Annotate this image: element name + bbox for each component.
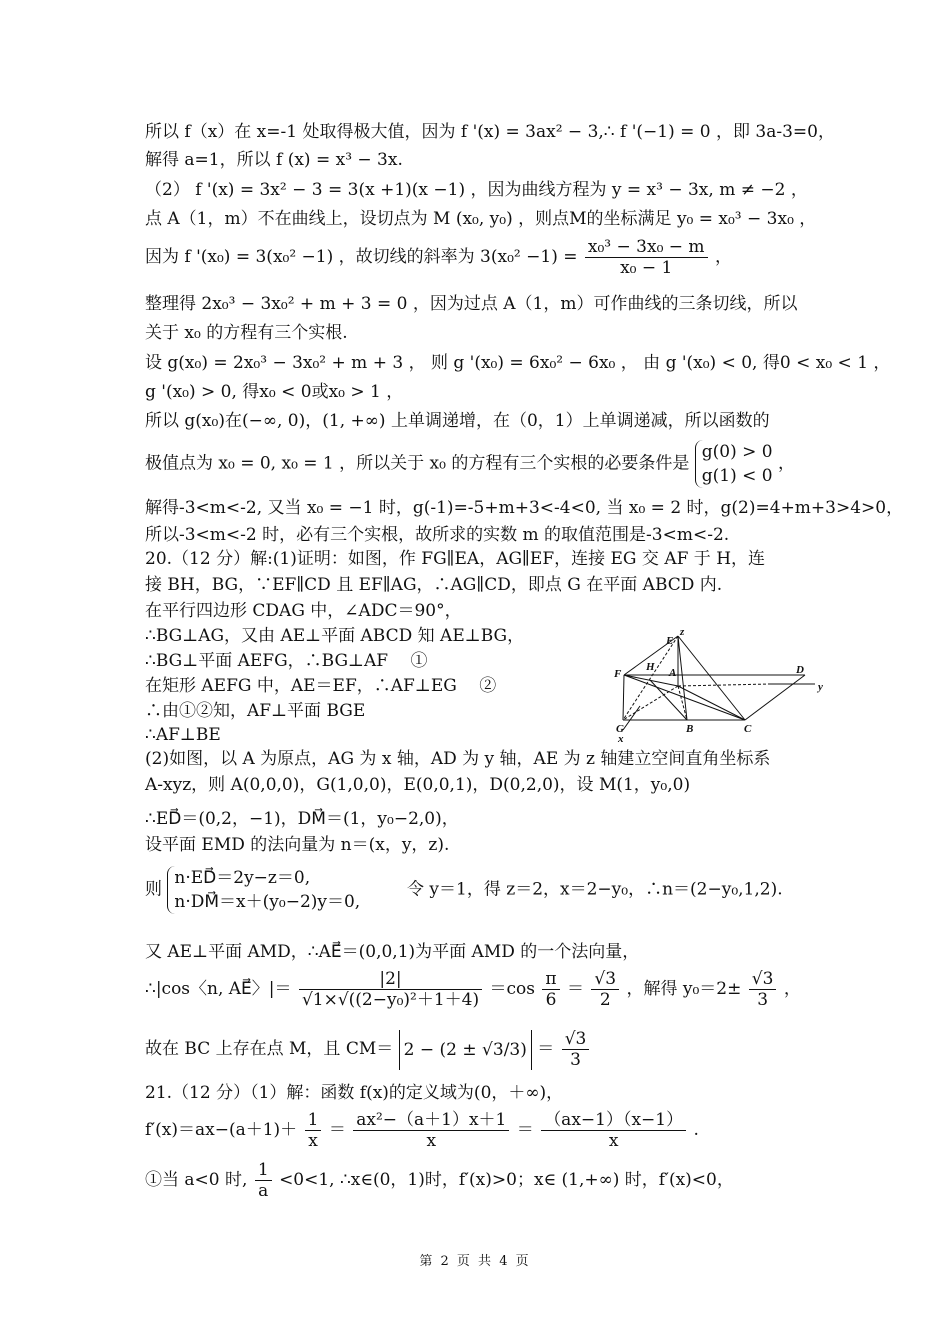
label-A: A	[669, 667, 677, 679]
label-F: F	[614, 668, 622, 680]
one-over-a: $\frac{1}{a}$	[255, 1160, 272, 1201]
line-3: （2） f '(x) = 3x² − 3 = 3(x +1)(x −1) ，因为曲线方程为 y = x³ − 3x, m ≠ −2 ，	[145, 180, 808, 200]
edge-FG	[623, 675, 624, 720]
line-24: ∴ED⃗＝(0,2，−1)，DM⃗＝(1，y₀−2,0)，	[145, 809, 459, 829]
label-D: D	[796, 664, 804, 676]
edge-DC	[745, 675, 805, 720]
label-C: C	[744, 723, 752, 735]
line-28: ∴|cos〈n, AE⃗〉|＝ $\frac{|2|}{\text{√1×√((2−y₀)²＋1＋4)}}$ ＝cos $\frac{\pi}{6}$ ＝ $\frac{√3}{2}$ ，解得 y₀＝2± $\frac{√3}{3}$ ，	[145, 969, 801, 1010]
line-15: 接 BH，BG，∵EF∥CD 且 EF∥AG，∴AG∥CD，即点 G 在平面 ABCD 内.	[145, 575, 723, 595]
label-E: E	[666, 635, 674, 647]
line-1: 所以 f（x）在 x=-1 处取得极大值，因为 f '(x) = 3ax² − 3,∴ f '(−1) = 0 ，即 3a-3=0，	[145, 122, 835, 142]
sqrt3-over-2: $\frac{√3}{2}$	[591, 969, 619, 1010]
line-32: ①当 a<0 时, $\frac{1}{a}$ <0<1, ∴x∈(0，1)时，f′(x)>0；x∈ (1,+∞) 时，f′(x)<0，	[145, 1160, 734, 1201]
derivative-fraction-2: $\frac{(ax-1)(x-1)}{x}$	[541, 1110, 686, 1151]
label-B: B	[686, 723, 694, 735]
line-5-text: 因为 f '(x₀) = 3(x₀² −1) ，故切线的斜率为 3(x₀² −1) =	[145, 247, 578, 267]
cm-fraction: $\frac{√3}{3}$	[562, 1029, 590, 1070]
line-8: 设 g(x₀) = 2x₀³ − 3x₀² + m + 3 ， 则 g '(x₀) = 6x₀² − 6x₀ ， 由 g '(x₀) < 0, 得0 < x₀ < 1 ，	[145, 353, 891, 373]
line-6: 整理得 2x₀³ − 3x₀² + m + 3 = 0 ，因为过点 A（1，m）可作曲线的三条切线，所以	[145, 294, 798, 314]
pi-fraction: $\frac{\pi}{6}$	[542, 969, 559, 1010]
line-14: 20.（12 分）解:(1)证明：如图，作 FG∥EA，AG∥EF，连接 EG 交 AF 于 H，连	[145, 549, 766, 569]
line-26: 则 n·ED⃗＝2y−z＝0, n·DM⃗＝x＋(y₀−2)y＝0, 令 y＝1，得 z＝2，x＝2−y₀，∴n＝(2−y₀,1,2).	[145, 868, 783, 912]
label-x: x	[618, 733, 624, 745]
edge-AD	[678, 684, 770, 686]
geometry-figure	[610, 628, 835, 748]
line-2: 解得 a=1，所以 f (x) = x³ − 3x.	[145, 150, 403, 170]
page-footer: 第 2 页 共 4 页	[419, 1254, 531, 1269]
line-22: (2)如图，以 A 为原点，AG 为 x 轴，AD 为 y 轴，AE 为 z 轴建立空间直角坐标系	[145, 749, 771, 769]
line-31: f′(x)＝ax−(a＋1)＋ $\frac{1}{x}$ ＝ $\frac{\text{ax²−（a＋1）x＋1}}{x}$ ＝ $\frac{(ax-1)(x-1)}{x}$ .	[145, 1110, 699, 1151]
line-20: ∴由①②知，AF⊥平面 BGE	[145, 701, 366, 721]
line-25: 设平面 EMD 的法向量为 n＝(x，y，z).	[145, 835, 450, 855]
label-H: H	[646, 661, 655, 673]
line-18: ∴BG⊥平面 AEFG，∴BG⊥AF ①	[145, 651, 428, 671]
line-30: 21.（12 分）（1）解：函数 f(x)的定义域为(0，＋∞)，	[145, 1083, 564, 1103]
line-11: 极值点为 x₀ = 0, x₀ = 1 ，所以关于 x₀ 的方程有三个实根的必要条件是 g(0) > 0 g(1) < 0 ，	[145, 442, 796, 486]
label-G: G	[616, 723, 624, 735]
line-12: 解得-3<m<-2, 又当 x₀ = −1 时，g(-1)=-5+m+3<-4<0, 当 x₀ = 2 时，g(2)=4+m+3>4>0，	[145, 498, 904, 518]
edge-AG	[623, 686, 678, 720]
label-z: z	[680, 628, 685, 638]
line-17: ∴BG⊥AG，又由 AE⊥平面 ABCD 知 AE⊥BG，	[145, 626, 525, 646]
normal-vector-system: n·ED⃗＝2y−z＝0, n·DM⃗＝x＋(y₀−2)y＝0,	[167, 866, 360, 914]
derivative-fraction-1: $\frac{\text{ax²−（a＋1）x＋1}}{x}$	[353, 1110, 509, 1151]
line-29: 故在 BC 上存在点 M，且 CM＝ 2 − (2 ± √3/3) ＝ $\frac{√3}{3}$	[145, 1029, 591, 1070]
cm-abs-value: 2 − (2 ± √3/3)	[399, 1030, 532, 1070]
sqrt3-over-3: $\frac{√3}{3}$	[749, 969, 777, 1010]
line-16: 在平行四边形 CDAG 中，∠ADC＝90°，	[145, 601, 462, 621]
line-4: 点 A（1，m）不在曲线上，设切点为 M (x₀, y₀) ，则点M的坐标满足 y₀ = x₀³ − 3x₀ ，	[145, 209, 817, 229]
slope-fraction: $\frac{\text{x₀³ − 3x₀ − m}}{\text{x₀ − 1}}$	[585, 237, 708, 278]
line-9: g '(x₀) > 0, 得x₀ < 0或x₀ > 1 ，	[145, 382, 404, 402]
line-23: A-xyz，则 A(0,0,0)，G(1,0,0)，E(0,0,1)，D(0,2,0)，设 M(1，y₀,0)	[145, 775, 691, 795]
edge-AC	[678, 686, 745, 720]
line-19: 在矩形 AEFG 中，AE＝EF，∴AF⊥EG ②	[145, 676, 497, 696]
line-27: 又 AE⊥平面 AMD，∴AE⃗＝(0,0,1)为平面 AMD 的一个法向量，	[145, 942, 640, 962]
line-10: 所以 g(x₀)在(−∞, 0)，(1, +∞) 上单调递增，在（0，1）上单调递减，所以函数的	[145, 411, 770, 431]
line-5: 因为 f '(x₀) = 3(x₀² −1) ，故切线的斜率为 3(x₀² −1) = $\frac{\text{x₀³ − 3x₀ − m}}{\text{x₀ − 1}}$ ，	[145, 237, 732, 278]
edge-EB	[678, 636, 687, 720]
cos-fraction: $\frac{|2|}{\text{√1×√((2−y₀)²＋1＋4)}}$	[299, 969, 482, 1010]
line-13: 所以-3<m<-2 时，必有三个实根，故所求的实数 m 的取值范围是-3<m<-2.	[145, 525, 730, 545]
condition-system: g(0) > 0 g(1) < 0	[695, 440, 773, 488]
line-21: ∴AF⊥BE	[145, 725, 221, 745]
line-7: 关于 x₀ 的方程有三个实根.	[145, 323, 348, 343]
one-over-x: $\frac{1}{x}$	[305, 1110, 322, 1151]
label-y: y	[818, 681, 823, 693]
